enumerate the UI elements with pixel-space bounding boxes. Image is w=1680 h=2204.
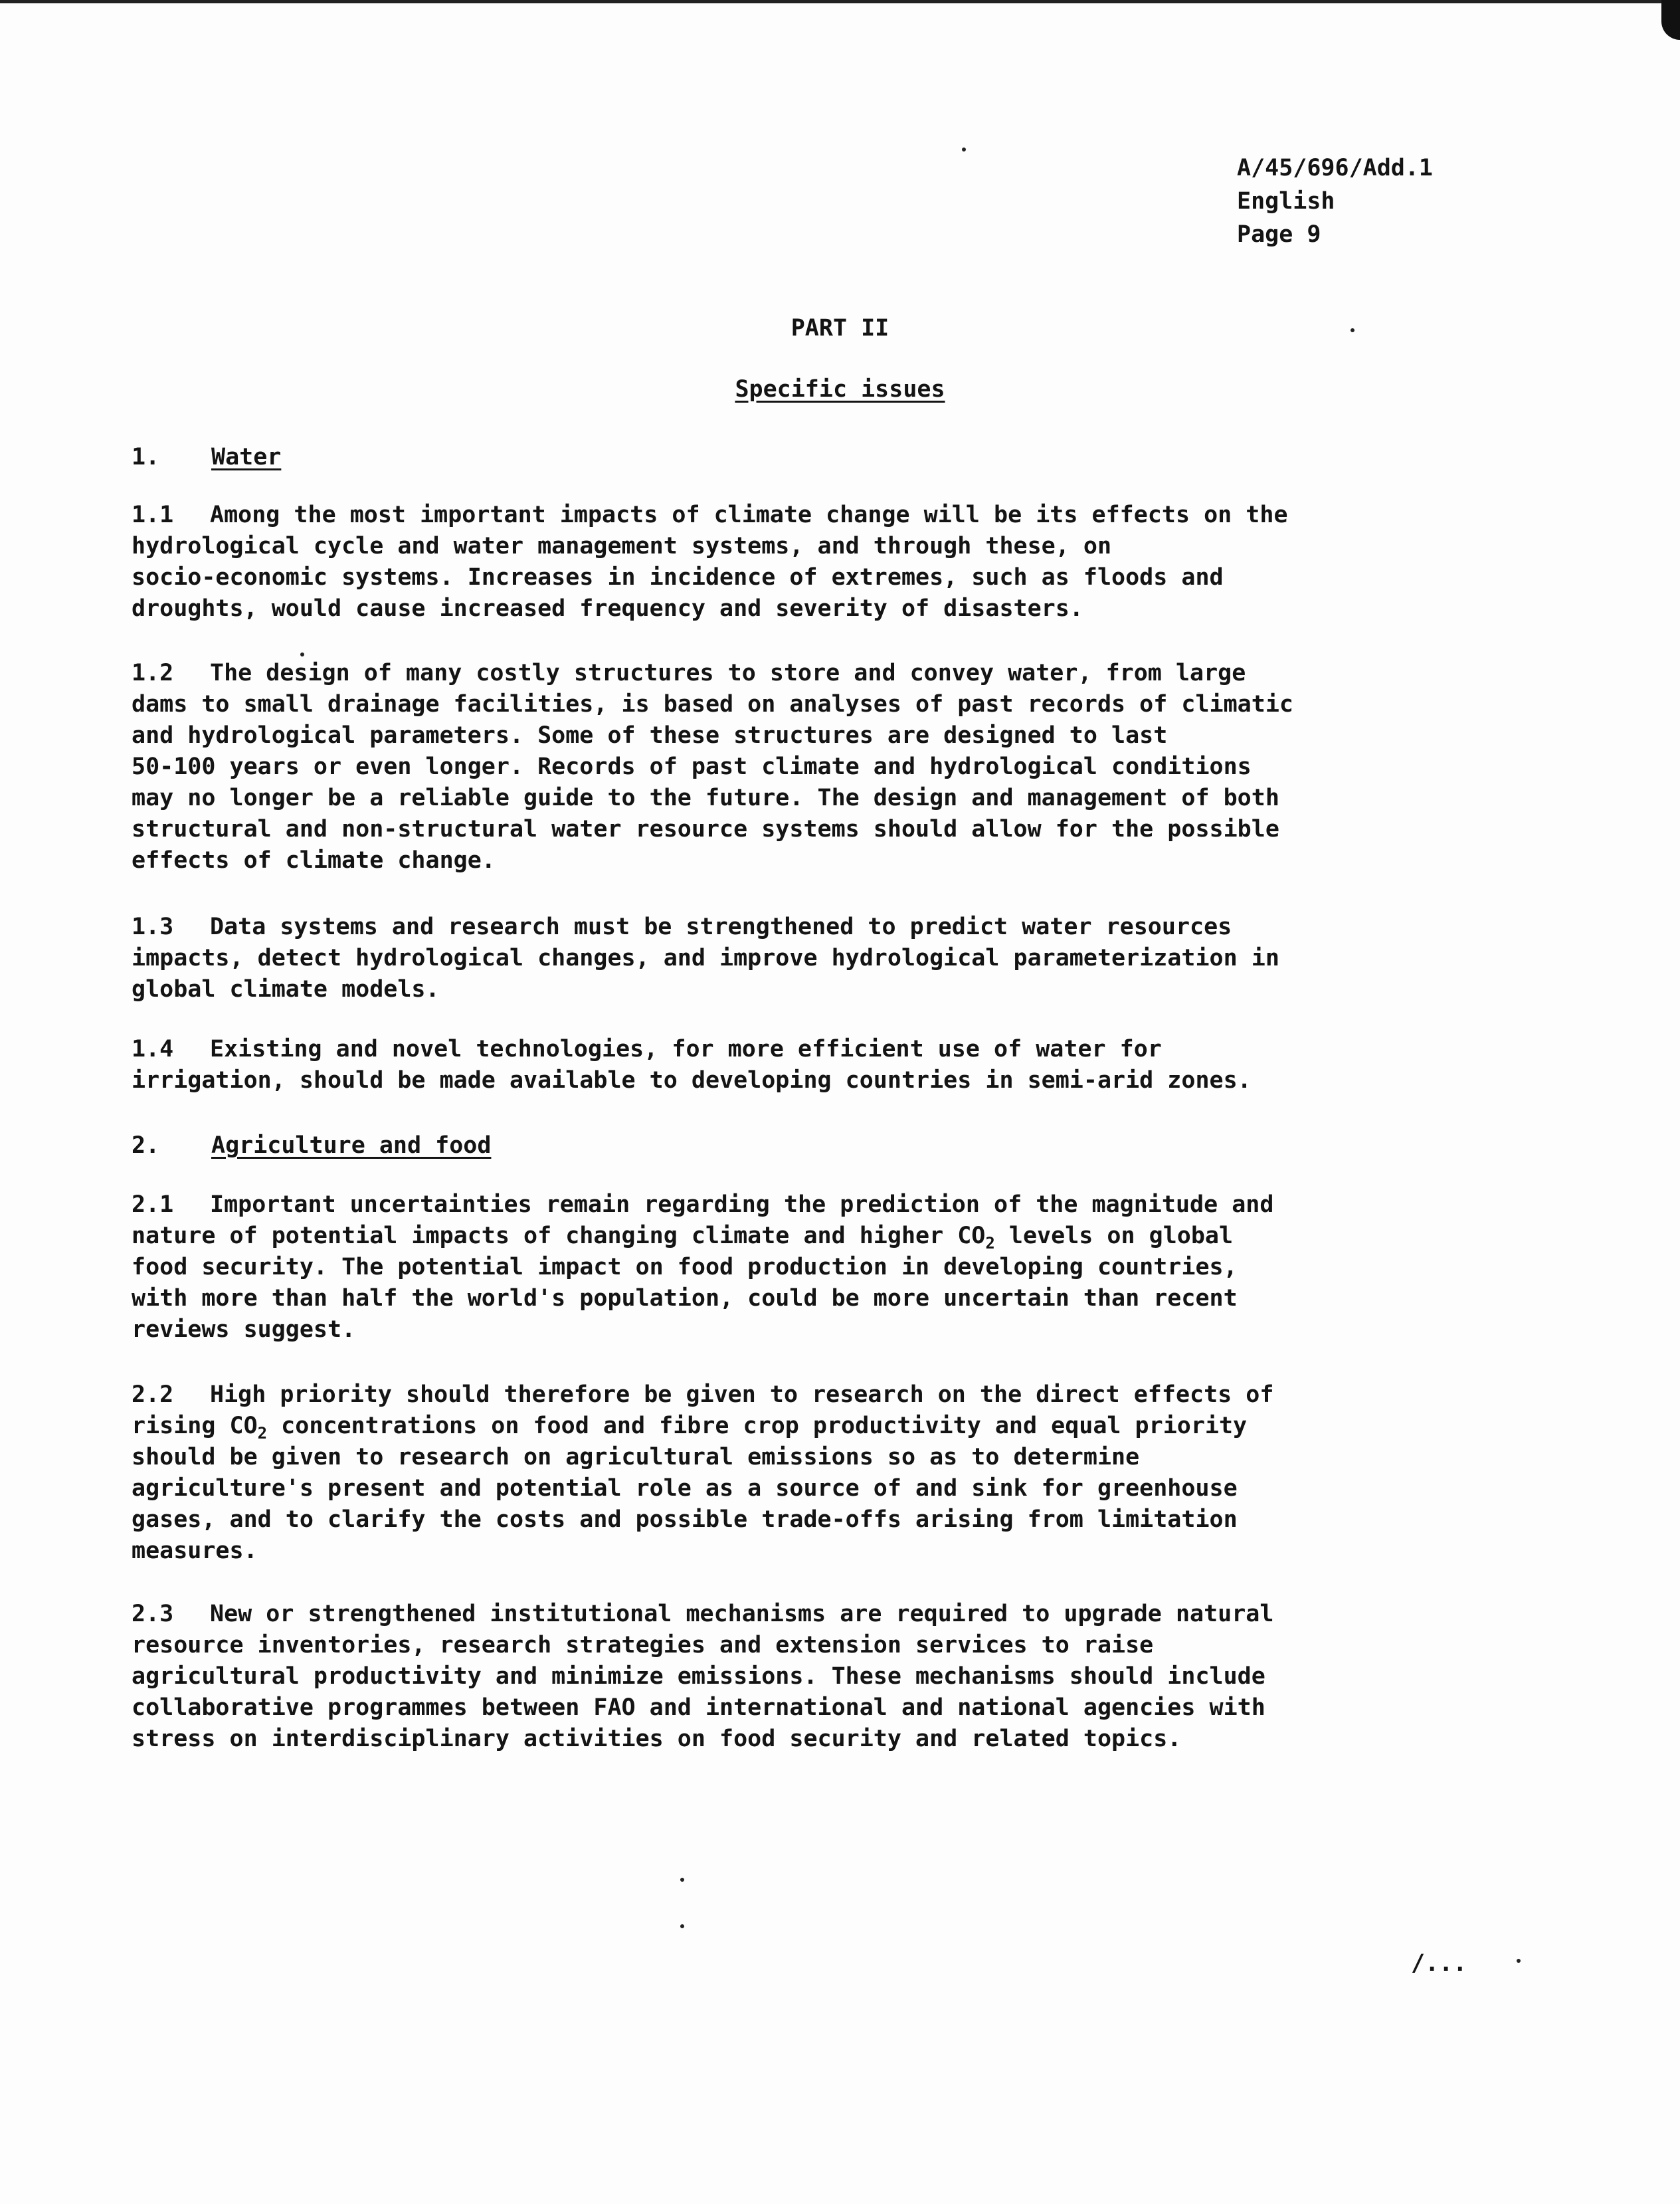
paragraph-line: structural and non-structural water resource systems should allow for the possible [132,816,1279,843]
part-title: PART II [791,315,889,342]
document-language: English [1237,188,1335,215]
page-number: Page 9 [1237,221,1321,248]
section-heading-water [132,444,281,470]
section-title: Agriculture and food [211,1132,492,1159]
paragraph-line: socio-economic systems. Increases in incidence of extremes, such as floods and [132,564,1224,591]
paragraph-line: Important uncertainties remain regarding the prediction of the magnitude and [210,1191,1274,1218]
paragraph-line: rising $CO_2$ concentrations on food and fibre crop productivity and equal priority [132,1413,1248,1443]
paragraph-line: may no longer be a reliable guide to the future. The design and management of both [132,785,1279,811]
paragraph-line: measures. [132,1538,258,1564]
paragraph-number: 1.1 [132,502,174,528]
scan-speck [962,148,966,151]
subtitle-text: Specific issues [735,376,945,403]
paragraph-line: and hydrological parameters. Some of these structures are designed to last [132,722,1168,749]
paragraph-line: droughts, would cause increased frequency and severity of disasters. [132,595,1083,622]
document-symbol: A/45/696/Add.1 [1237,155,1434,181]
paragraph-number: 2.1 [132,1191,174,1218]
paragraph-line: global climate models. [132,976,440,1003]
paragraph-line: High priority should therefore be given to research on the direct effects of [210,1381,1274,1408]
continuation-marker: /... [1411,1950,1467,1977]
paragraph-1-1 [132,500,1480,625]
scan-speck [680,1878,684,1882]
paragraph-1-4 [132,1034,1480,1096]
paragraph-number: 1.3 [132,914,174,940]
section-number: 2. [132,1132,160,1159]
paragraph-number: 2.2 [132,1381,174,1408]
paragraph-line: reviews suggest. [132,1316,356,1343]
paragraph-number: 1.2 [132,660,174,686]
paragraph-line: should be given to research on agricultural emissions so as to determine [132,1444,1140,1470]
paragraph-2-3 [132,1599,1480,1755]
section-number: 1. [132,444,160,470]
document-header [1237,151,1433,251]
paragraph-line: with more than half the world's population, could be more uncertain than recent [132,1285,1238,1312]
paragraph-line: 50-100 years or even longer. Records of past climate and hydrological conditions [132,753,1252,780]
paragraph-1-3 [132,912,1480,1005]
paragraph-line: dams to small drainage facilities, is based on analyses of past records of climatic [132,691,1293,718]
paragraph-line: Existing and novel technologies, for more efficient use of water for [210,1036,1162,1062]
paragraph-line: impacts, detect hydrological changes, and improve hydrological parameterization in [132,945,1279,971]
paragraph-line: Data systems and research must be strengthened to predict water resources [210,914,1232,940]
paragraph-2-1 [132,1189,1480,1346]
section-title: Water [211,444,282,470]
paragraph-line: gases, and to clarify the costs and possible trade-offs arising from limitation [132,1506,1238,1533]
scan-speck [1517,1959,1521,1963]
paragraph-line: irrigation, should be made available to developing countries in semi-arid zones. [132,1067,1252,1094]
paragraph-line: agriculture's present and potential role as a source of and sink for greenhouse [132,1475,1238,1502]
scan-speck [1351,328,1354,332]
paragraph-line: resource inventories, research strategies and extension services to raise [132,1632,1154,1658]
paragraph-number: 2.3 [132,1601,174,1627]
section-heading-agriculture [132,1132,491,1159]
paragraph-line: food security. The potential impact on food production in developing countries, [132,1254,1238,1280]
scan-speck [680,1924,684,1928]
paragraph-line: hydrological cycle and water management systems, and through these, on [132,533,1112,559]
paragraph-2-2 [132,1379,1480,1567]
paragraph-line: nature of potential impacts of changing climate and higher $CO_2$ levels on global [132,1223,1234,1252]
scan-speck [300,652,304,656]
paragraph-line: stress on interdisciplinary activities on food security and related topics. [132,1726,1182,1752]
scan-top-edge [0,0,1680,3]
scan-corner-shadow [1661,0,1680,40]
paragraph-line: effects of climate change. [132,847,496,874]
paragraph-line: Among the most important impacts of climate change will be its effects on the [210,502,1288,528]
subtitle [0,376,1680,403]
paragraph-number: 1.4 [132,1036,174,1062]
paragraph-line: The design of many costly structures to store and convey water, from large [210,660,1246,686]
paragraph-1-2 [132,658,1480,876]
paragraph-line: collaborative programmes between FAO and international and national agencies with [132,1694,1265,1721]
paragraph-line: New or strengthened institutional mechanisms are required to upgrade natural [210,1601,1274,1627]
paragraph-line: agricultural productivity and minimize emissions. These mechanisms should include [132,1663,1265,1690]
